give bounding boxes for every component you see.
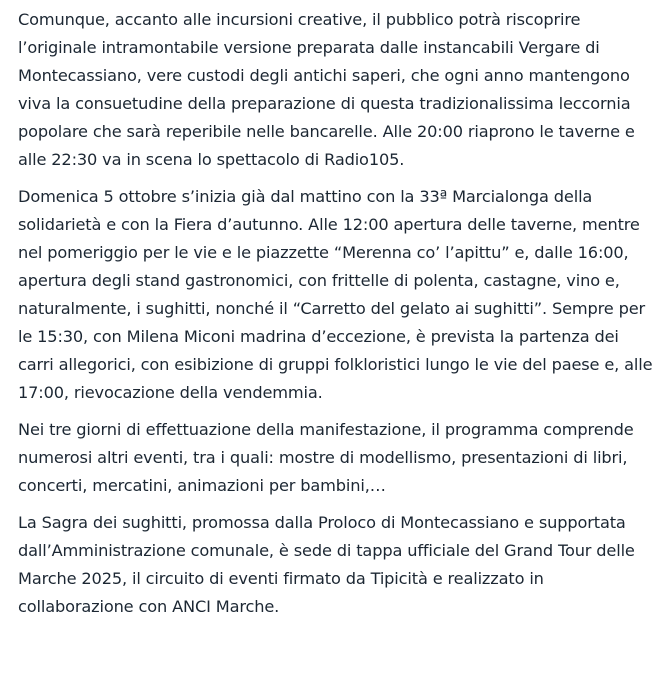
paragraph-sunday-program: Domenica 5 ottobre s’inizia già dal mattino con la 33ª Marcialonga della solidarietà e con la Fiera d’autunno. Alle 12:00 apertura delle taverne, mentre nel pomeriggio per le vie e le piazzette “Merenna co’ l’apittu” e, dalle 16:00, apertura degli stand gastronomici, con frittelle di polenta, castagne, vino e, naturalmente, i sughitti, nonché il “Carretto del gelato ai sughitti”. Sempre per le 15:30, con Milena Miconi madrina d’eccezione, è prevista la partenza dei carri allegorici, con esibizione di gruppi folkloristici lungo le vie del paese e, alle 17:00, rievocazione della vendemmia. <box>18 187 653 402</box>
paragraph-sagra-info: La Sagra dei sughitti, promossa dalla Proloco di Montecassiano e supportata dall’Amministrazione comunale, è sede di tappa ufficiale del Grand Tour delle Marche 2025, il circuito di eventi firmato da Tipicità e realizzato in collaborazione con ANCI Marche. <box>18 513 635 616</box>
paragraph-evening-events: Comunque, accanto alle incursioni creative, il pubblico potrà riscoprire l’originale intramontabile versione preparata dalle instancabili Vergare di Montecassiano, vere custodi degli antichi saperi, che ogni anno mantengono viva la consuetudine della preparazione di questa tradizionalissima leccornia popolare che sarà reperibile nelle bancarelle. Alle 20:00 riaprono le taverne e alle 22:30 va in scena lo spettacolo di Radio105. <box>18 10 635 169</box>
paragraph-other-events: Nei tre giorni di effettuazione della manifestazione, il programma comprende numerosi altri eventi, tra i quali: mostre di modellismo, presentazioni di libri, concerti, mercatini, animazioni per bambini,… <box>18 420 634 495</box>
